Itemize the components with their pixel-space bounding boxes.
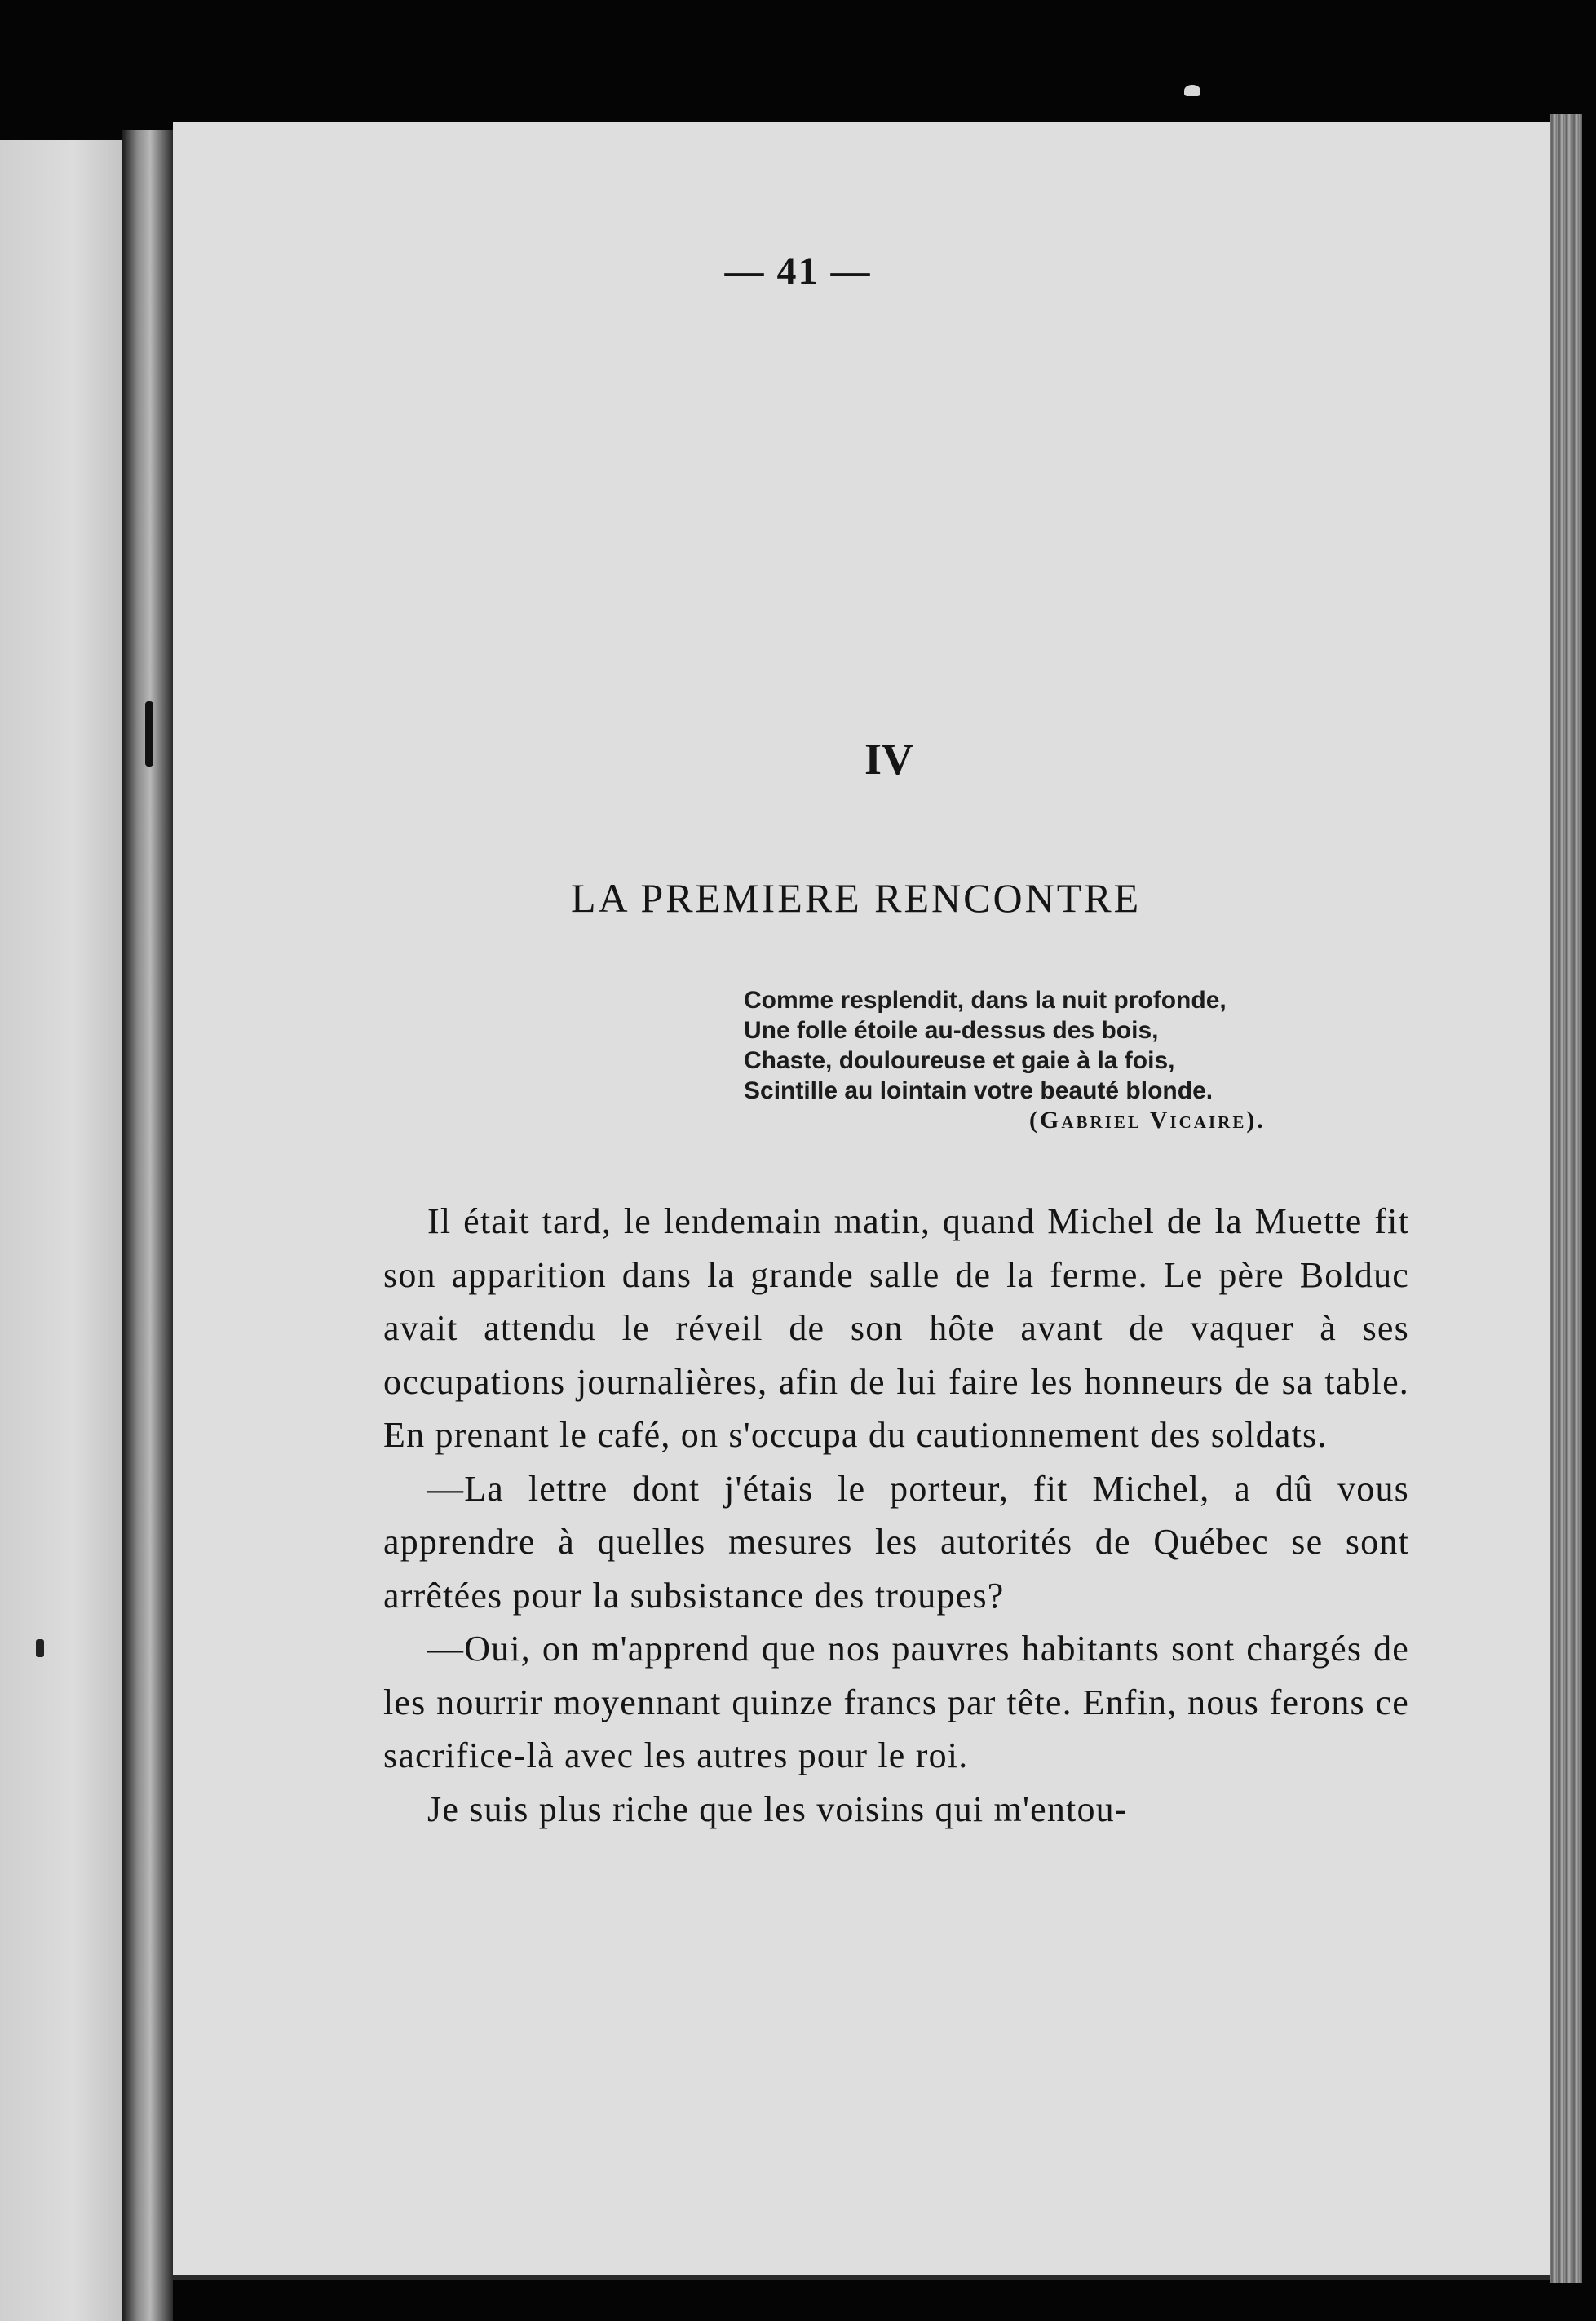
epigraph-line: Scintille au lointain votre beauté blonde. (744, 1077, 1214, 1104)
body-text (383, 1195, 1409, 1836)
paper-notch (1184, 85, 1200, 96)
epigraph-attribution: (Gabriel Vicaire). (1029, 1107, 1266, 1134)
epigraph-line: Chaste, douloureuse et gaie à la fois, (744, 1047, 1175, 1074)
epigraph-line: Une folle étoile au-dessus des bois, (744, 1017, 1159, 1044)
paragraph: Je suis plus riche que les voisins qui m'entou- (427, 1788, 1128, 1829)
paragraph: Il était tard, le lendemain matin, quand Michel de la Muette fit son apparition dans la grande salle de la ferme. Le père Bolduc avait attendu le réveil de son hôte avant de vaquer à ses occupations journalières, afin de lui faire les honneurs de sa table. En prenant le café, on s'occupa du cautionnement des soldats. (383, 1201, 1409, 1455)
paragraph: —Oui, on m'apprend que nos pauvres habitants sont chargés de les nourrir moyennant quinze francs par tête. Enfin, nous ferons ce sacrifice-là avec les autres pour le roi. (383, 1629, 1409, 1775)
page-number: — 41 — (724, 250, 872, 293)
chapter-title: LA PREMIERE RENCONTRE (571, 875, 1142, 921)
epigraph-line: Comme resplendit, dans la nuit profonde, (744, 987, 1227, 1014)
previous-page-edge (0, 140, 122, 2321)
epigraph (744, 985, 1413, 1106)
chapter-number: IV (864, 735, 913, 784)
paragraph: —La lettre dont j'étais le porteur, fit Michel, a dû vous apprendre à quelles mesures les autorités de Québec se sont arrêtées pour la subsistance des troupes? (383, 1468, 1409, 1616)
page-stack-edge (1550, 114, 1582, 2283)
book-gutter (122, 130, 173, 2321)
stray-ink-mark (36, 1639, 44, 1657)
